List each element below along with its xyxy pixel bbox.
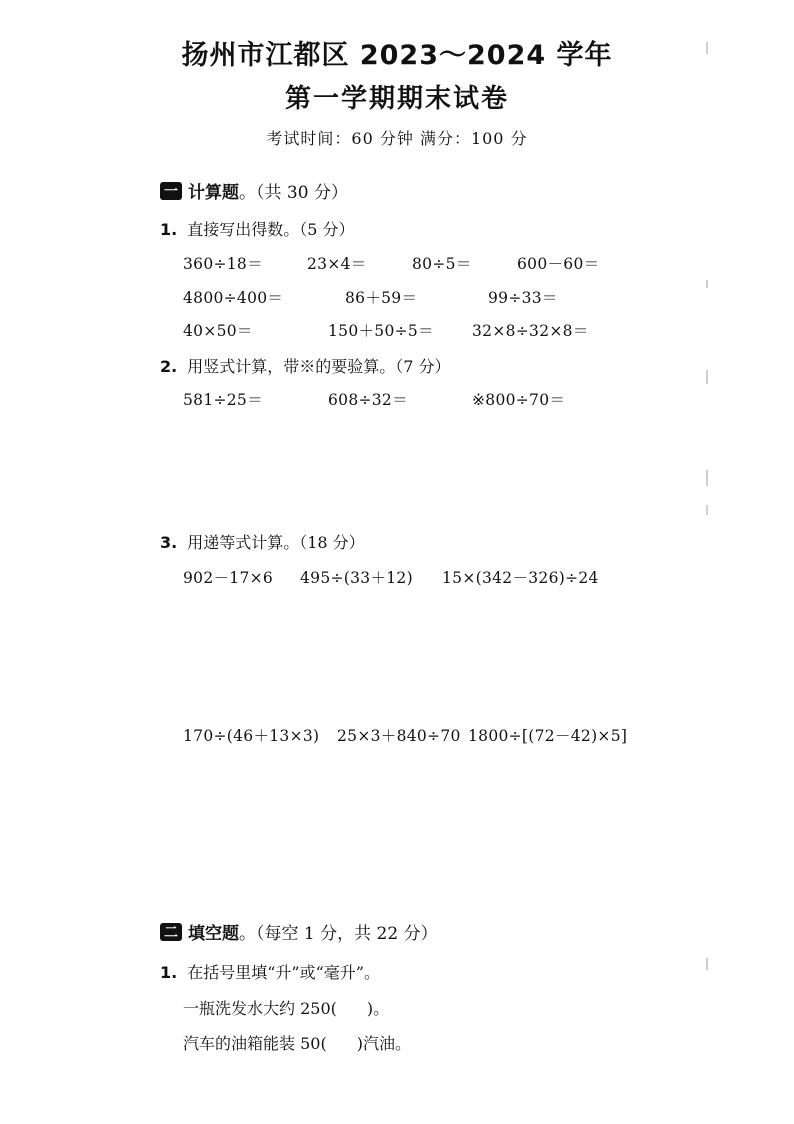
question-number: 3.	[160, 533, 178, 552]
section-2-title: 填空题	[188, 924, 239, 944]
section-1-title: 计算题	[188, 183, 239, 203]
stepwise-calc-item: 902－17×6	[183, 569, 274, 587]
question-prompt: 直接写出得数。（5 分）	[187, 220, 355, 239]
question-1-1	[160, 217, 355, 240]
calc-item: 40×50＝	[183, 322, 253, 340]
question-prompt: 在括号里填“升”或“毫升”。	[187, 963, 380, 982]
calc-item: 32×8÷32×8＝	[472, 322, 589, 340]
scan-artifact	[706, 958, 708, 970]
stepwise-calc-item: 495÷(33＋12)	[300, 569, 413, 587]
question-number: 1.	[160, 963, 178, 982]
fill-blank-line-2	[183, 1031, 411, 1054]
fill-blank-line-1	[183, 996, 389, 1019]
calc-item: 360÷18＝	[183, 255, 263, 273]
question-number: 2.	[160, 357, 178, 376]
stepwise-calc-item: 1800÷[(72－42)×5]	[468, 727, 628, 745]
calc-item: 23×4＝	[307, 255, 367, 273]
calc-item: 4800÷400＝	[183, 289, 284, 307]
scan-artifact	[706, 280, 708, 288]
vertical-calc-item: 581÷25＝	[183, 391, 263, 409]
section-2-badge: 二	[160, 923, 182, 941]
stepwise-calc-item: 170÷(46＋13×3)	[183, 727, 320, 745]
calc-item: 86＋59＝	[345, 289, 418, 307]
scan-artifact	[706, 505, 708, 515]
section-1-points: 。（共 30 分）	[239, 183, 348, 203]
fill-text-before: 一瓶洗发水大约 250(	[183, 999, 337, 1018]
calc-item: 150＋50÷5＝	[328, 322, 434, 340]
exam-info: 考试时间：60 分钟 满分：100 分	[266, 129, 528, 148]
vertical-calc-item: ※800÷70＝	[472, 391, 566, 409]
fill-text-after: )。	[366, 999, 390, 1018]
question-1-3	[160, 530, 365, 553]
exam-subtitle: 第一学期期末试卷	[284, 84, 509, 114]
question-prompt: 用竖式计算，带※的要验算。（7 分）	[187, 357, 451, 376]
stepwise-calc-item: 15×(342－326)÷24	[442, 569, 599, 587]
scan-artifact	[706, 470, 708, 486]
calc-item: 80÷5＝	[412, 255, 472, 273]
section-2-points: 。（每空 1 分，共 22 分）	[239, 924, 438, 944]
fill-text-before: 汽车的油箱能装 50(	[183, 1034, 327, 1053]
vertical-calc-item: 608÷32＝	[328, 391, 408, 409]
stepwise-calc-item: 25×3＋840÷70	[337, 727, 461, 745]
fill-text-after: )汽油。	[356, 1034, 411, 1053]
question-prompt: 用递等式计算。（18 分）	[187, 533, 365, 552]
question-number: 1.	[160, 220, 178, 239]
calc-item: 99÷33＝	[488, 289, 558, 307]
section-2-heading	[160, 919, 438, 944]
calc-item: 600－60＝	[517, 255, 600, 273]
question-1-2	[160, 354, 451, 377]
section-1-heading	[160, 178, 348, 203]
exam-title: 扬州市江都区 2023～2024 学年	[181, 40, 613, 71]
question-2-1	[160, 960, 380, 983]
scan-artifact	[706, 370, 708, 384]
section-1-badge: 一	[160, 182, 182, 200]
scan-artifact	[706, 42, 708, 54]
